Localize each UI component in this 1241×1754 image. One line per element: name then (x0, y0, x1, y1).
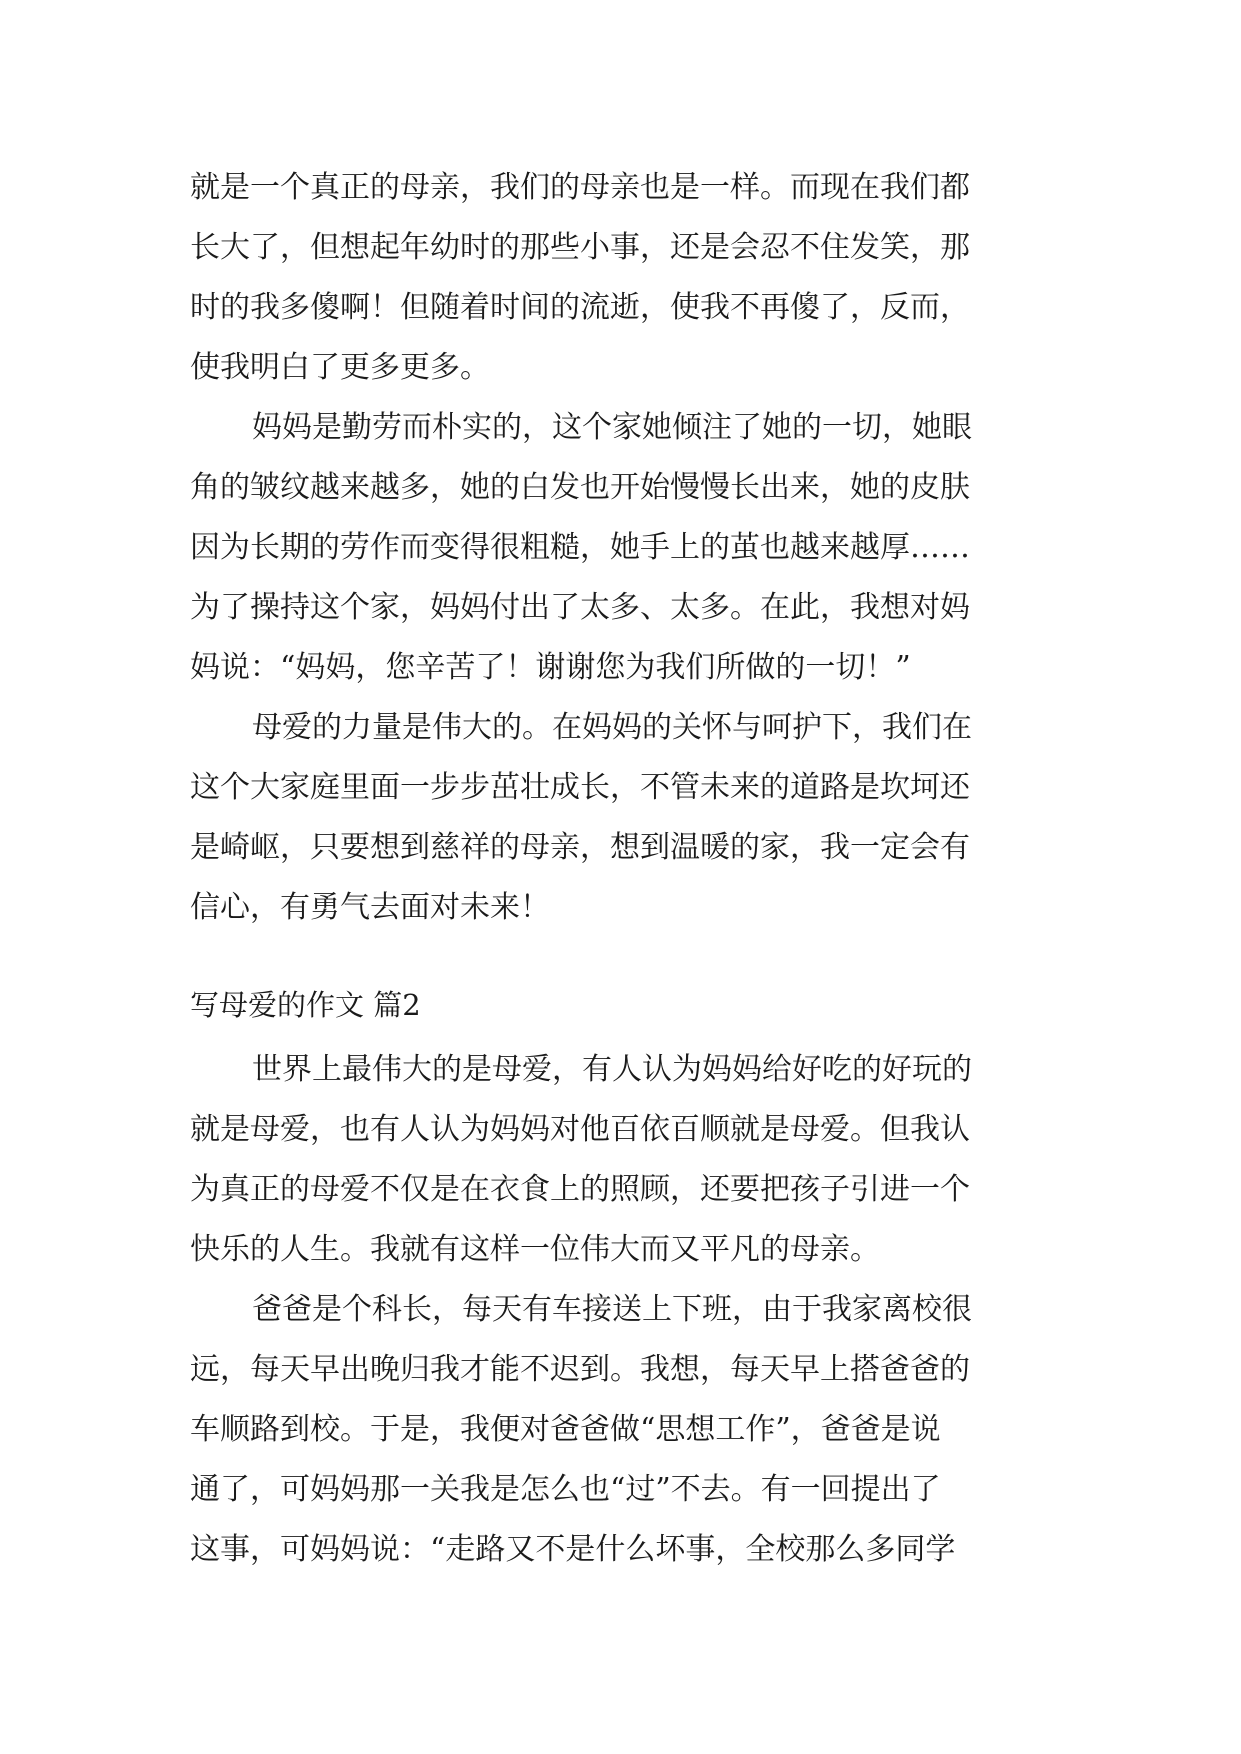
paragraph-line: 母爱的力量是伟大的。在妈妈的关怀与呵护下，我们在 (252, 710, 972, 745)
paragraph-line: 时的我多傻啊！但随着时间的流逝，使我不再傻了，反而， (190, 290, 970, 325)
paragraph-line: 快乐的人生。我就有这样一位伟大而又平凡的母亲。 (190, 1232, 880, 1267)
essay-part-1 (190, 158, 1060, 938)
paragraph-line: 通了，可妈妈那一关我是怎么也“过”不去。有一回提出了 (190, 1472, 941, 1507)
paragraph-line: 使我明白了更多更多。 (190, 350, 490, 385)
essay-heading: 写母爱的作文 篇2 (190, 988, 421, 1022)
paragraph-line: 长大了，但想起年幼时的那些小事，还是会忍不住发笑，那 (190, 230, 970, 265)
paragraph-line: 因为长期的劳作而变得很粗糙，她手上的茧也越来越厚…… (190, 530, 970, 565)
paragraph-line: 就是母爱，也有人认为妈妈对他百依百顺就是母爱。但我认 (190, 1112, 970, 1147)
paragraph-line: 妈妈是勤劳而朴实的，这个家她倾注了她的一切，她眼 (252, 410, 972, 445)
paragraph-line: 世界上最伟大的是母爱，有人认为妈妈给好吃的好玩的 (252, 1052, 972, 1087)
paragraph-line: 爸爸是个科长，每天有车接送上下班，由于我家离校很 (252, 1292, 972, 1327)
paragraph-line: 车顺路到校。于是，我便对爸爸做“思想工作”，爸爸是说 (190, 1412, 941, 1447)
paragraph-line: 这个大家庭里面一步步茁壮成长，不管未来的道路是坎坷还 (190, 770, 970, 805)
paragraph-line: 是崎岖，只要想到慈祥的母亲，想到温暖的家，我一定会有 (190, 830, 970, 865)
paragraph-line: 这事，可妈妈说：“走路又不是什么坏事，全校那么多同学 (190, 1532, 956, 1567)
essay-part-2 (190, 1040, 1060, 1580)
paragraph-line: 为了操持这个家，妈妈付出了太多、太多。在此，我想对妈 (190, 590, 970, 625)
paragraph-line: 信心，有勇气去面对未来！ (190, 890, 550, 925)
paragraph-line: 妈说：“妈妈，您辛苦了！谢谢您为我们所做的一切！” (190, 650, 911, 685)
paragraph-line: 就是一个真正的母亲，我们的母亲也是一样。而现在我们都 (190, 170, 970, 205)
paragraph-line: 为真正的母爱不仅是在衣食上的照顾，还要把孩子引进一个 (190, 1172, 970, 1207)
paragraph-line: 角的皱纹越来越多，她的白发也开始慢慢长出来，她的皮肤 (190, 470, 970, 505)
paragraph-line: 远，每天早出晚归我才能不迟到。我想，每天早上搭爸爸的 (190, 1352, 970, 1387)
